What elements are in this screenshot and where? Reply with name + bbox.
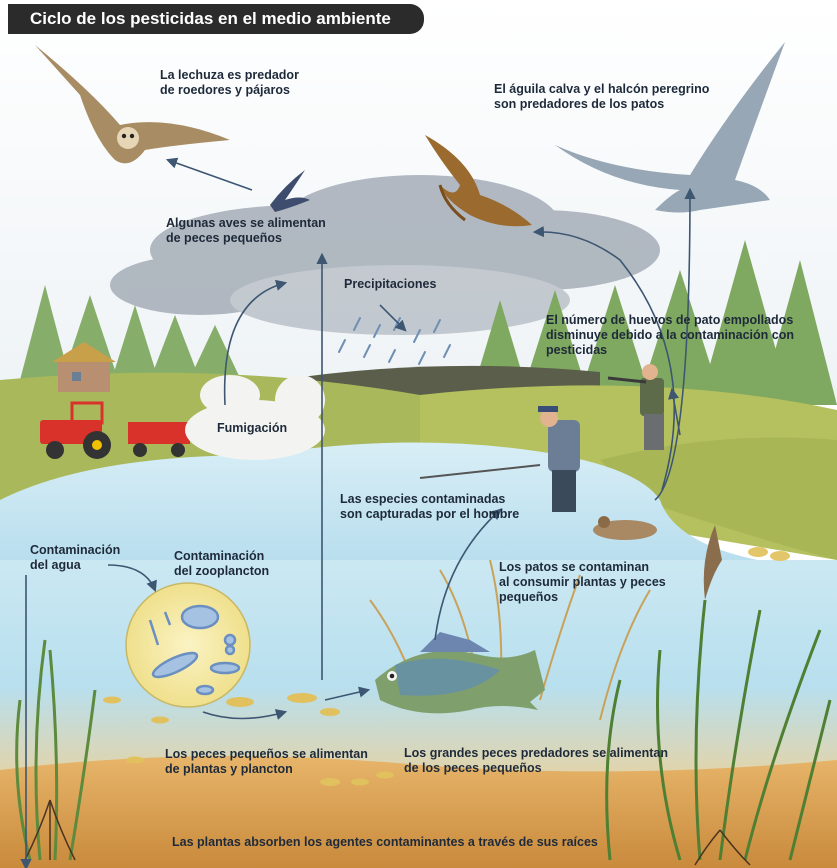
diagram-title: Ciclo de los pesticidas en el medio ambiente xyxy=(8,4,424,34)
label-birds-eat-fish: Algunas aves se alimentan de peces pequeños xyxy=(166,216,326,245)
zooplankton-circle xyxy=(126,583,250,707)
label-small-fish: Los peces pequeños se alimentan de plantas y plancton xyxy=(165,747,368,776)
label-ducks-contaminated: Los patos se contaminan al consumir plantas y peces pequeños xyxy=(499,560,666,604)
label-precipitation: Precipitaciones xyxy=(344,277,437,291)
label-captured-by-man: Las especies contaminadas son capturadas por el hombre xyxy=(340,492,520,521)
label-fumigation: Fumigación xyxy=(217,421,288,435)
label-duck-eggs: El número de huevos de pato empollados disminuye debido a la contaminación con pesticidas xyxy=(546,313,794,357)
label-big-fish: Los grandes peces predadores se alimentan de los peces pequeños xyxy=(404,746,668,775)
label-zooplankton-contamination: Contaminación del zooplancton xyxy=(174,549,270,578)
label-owl-predator: La lechuza es predador de roedores y pájaros xyxy=(160,68,299,97)
label-water-contamination: Contaminación del agua xyxy=(30,543,121,572)
label-plants-absorb: Las plantas absorben los agentes contaminantes a través de sus raíces xyxy=(172,835,598,849)
fumigation-cloud xyxy=(185,375,325,460)
label-eagle-falcon: El águila calva y el halcón peregrino son predadores de los patos xyxy=(494,82,710,111)
